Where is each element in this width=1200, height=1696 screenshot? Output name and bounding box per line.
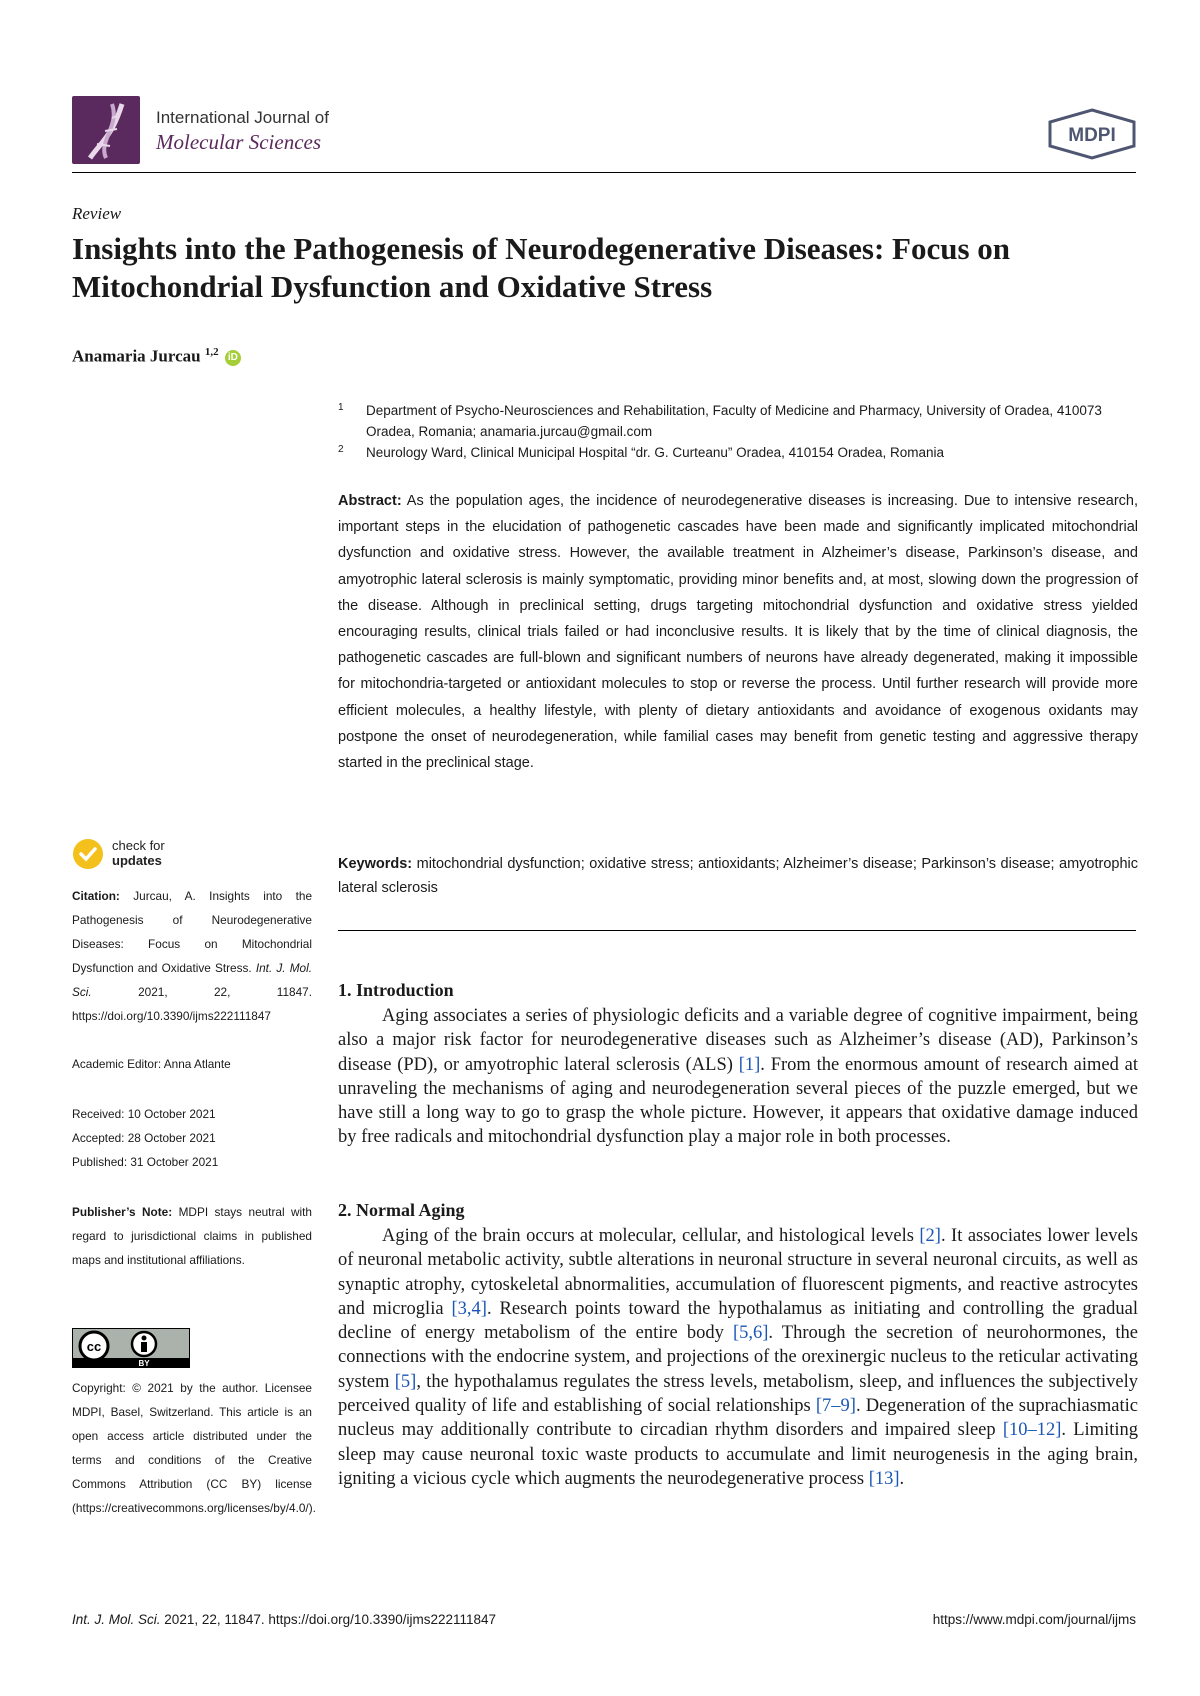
- reference-link[interactable]: [5,6]: [732, 1323, 769, 1344]
- section-heading-introduction: 1. Introduction: [338, 980, 454, 1000]
- publisher-logo: [1048, 108, 1136, 160]
- cc-by-license-badge[interactable]: [72, 1328, 190, 1368]
- citation-text: Jurcau, A. Insights into the Pathogenesis of Neurodegenerative Diseases: Focus on Mitochondrial Dysfunction and Oxidative Stress.: [72, 889, 312, 975]
- orcid-icon[interactable]: iD: [225, 350, 241, 366]
- published-date: Published: 31 October 2021: [72, 1155, 219, 1169]
- text-run: . Through the secretion of neurohormones, the connections with the endocrine system, and projections of the orexinergic nucleus to the reticular activating system: [338, 1323, 1138, 1392]
- text-run: , the hypothalamus regulates the stress levels, metabolism, sleep, and influences the subjectively perceived quality of life and establishing of social relationships: [338, 1371, 1138, 1417]
- article-type: Review: [72, 204, 122, 223]
- reference-link[interactable]: [10–12]: [1002, 1420, 1062, 1441]
- publisher-note: [72, 1200, 312, 1272]
- cc-by-label: BY: [138, 1359, 150, 1368]
- introduction-paragraph: [338, 1004, 1138, 1150]
- affiliation-1: [338, 400, 1138, 442]
- header-rule: [72, 172, 1136, 173]
- received-date: Received: 10 October 2021: [72, 1107, 216, 1121]
- journal-name-line2: Molecular Sciences: [156, 130, 322, 154]
- footer-doi[interactable]: 2021, 22, 11847. https://doi.org/10.3390/ijms222111847: [164, 1612, 497, 1627]
- keywords-label: Keywords:: [338, 856, 413, 872]
- affiliation-text: Neurology Ward, Clinical Municipal Hospital “dr. G. Curteanu” Oradea, 410154 Oradea, Romania: [366, 445, 945, 460]
- citation-label: Citation:: [72, 889, 120, 903]
- reference-link[interactable]: [1]: [738, 1054, 761, 1075]
- citation-tail[interactable]: 2021, 22, 11847. https://doi.org/10.3390/ijms222111847: [72, 985, 312, 1023]
- section-divider: [338, 930, 1136, 931]
- reference-link[interactable]: [2]: [919, 1226, 941, 1246]
- accepted-date: Accepted: 28 October 2021: [72, 1131, 216, 1145]
- journal-name-line1: International Journal of: [156, 108, 329, 127]
- author-name: Anamaria Jurcau: [72, 346, 201, 366]
- abstract-label: Abstract:: [338, 493, 402, 509]
- reference-link[interactable]: [3,4]: [451, 1298, 487, 1319]
- keywords-text: mitochondrial dysfunction; oxidative stress; antioxidants; Alzheimer’s disease; Parkinson’s disease; amyotrophic lateral sclerosis: [338, 856, 1138, 896]
- reference-link[interactable]: [7–9]: [815, 1396, 856, 1417]
- abstract-text: As the population ages, the incidence of neurodegenerative diseases is increasing. Due to intensive research, important steps in the elucidation of pathogenetic cascades have been made and significantly implicated mitochondrial dysfunction and oxidative stress. However, the available treatment in Alzheimer’s disease, Parkinson’s disease, and amyotrophic lateral sclerosis is mainly symptomatic, providing minor benefits and, at most, slowing down the progression of the disease. Although in preclinical setting, drugs targeting mitochondrial dysfunction and oxidative stress yielded encouraging results, clinical trials failed or had inconclusive results. It is likely that by the time of clinical diagnosis, the pathogenetic cascades are full-blown and significant numbers of neurons have already degenerated, making it impossible for mitochondria-targeted or antioxidant molecules to stop or reverse the process. Until further research will provide more efficient molecules, a healthy lifestyle, with plenty of dietary antioxidants and avoidance of exogenous oxidants may postpone the onset of neurodegeneration, while familial cases may benefit from genetic testing and aggressive therapy started in the preclinical stage.: [338, 493, 1138, 772]
- mdpi-logo-icon: [1048, 108, 1136, 160]
- affiliation-number: 1: [338, 402, 344, 413]
- text-run: Aging of the brain occurs at molecular, cellular, and histological levels: [382, 1226, 920, 1246]
- keywords: [338, 852, 1138, 900]
- text-run: . Research points toward the hypothalamus as initiating and controlling the gradual decline of energy metabolism of the entire body: [338, 1298, 1139, 1344]
- check-updates-line1: check for: [112, 838, 165, 853]
- affiliation-number: 2: [338, 444, 344, 455]
- copyright-notice: Copyright: © 2021 by the author. Licensee MDPI, Basel, Switzerland. This article is an open access article distributed under the terms and conditions of the Creative Commons Attribution (CC BY) license (https://creativecommons.org/licenses/by/4.0/).: [72, 1381, 316, 1515]
- academic-editor: Academic Editor: Anna Atlante: [72, 1057, 231, 1071]
- text-run: Aging associates a series of physiologic deficits and a variable degree of cognitive impairment, being also a major risk factor for neurodegenerative diseases such as Alzheimer’s disease (AD), Parkinson’s disease (PD), or amyotrophic lateral sclerosis (ALS): [338, 1006, 1138, 1075]
- author-line: [72, 346, 241, 367]
- normal-aging-paragraph: [338, 1224, 1138, 1491]
- affiliation-text: Department of Psycho-Neurosciences and Rehabilitation, Faculty of Medicine and Pharmacy, University of Oradea, 410073 Oradea, Romania; anamaria.jurcau@gmail.com: [366, 403, 1102, 439]
- svg-text:cc: cc: [86, 1339, 102, 1354]
- author-affiliation-marks: 1,2: [204, 346, 219, 358]
- creative-commons-icon: [72, 1328, 190, 1368]
- text-run: .: [899, 1468, 905, 1489]
- dna-icon: [72, 96, 140, 164]
- abstract: [338, 488, 1138, 776]
- journal-logo: [72, 96, 140, 164]
- reference-link[interactable]: [13]: [868, 1468, 900, 1489]
- check-updates-label: [112, 838, 165, 868]
- text-run: . It associates lower levels of neuronal metabolic activity, subtle alterations in neuronal structure in several neuronal circuits, as well as synaptic atrophy, cytoskeletal abnormalities, accumulation of fluorescent pigments, and reactive astrocytes and microglia: [338, 1226, 1138, 1319]
- check-updates-icon: [72, 838, 104, 870]
- footer-journal: Int. J. Mol. Sci.: [72, 1612, 161, 1627]
- citation-journal: Int. J. Mol. Sci.: [72, 961, 312, 999]
- article-dates: [72, 1102, 312, 1174]
- reference-link[interactable]: [5]: [394, 1371, 417, 1392]
- text-run: . From the enormous amount of research aimed at unraveling the mechanisms of aging and neurodegeneration several pieces of the puzzle emerged, but we have still a long way to go to grasp the whole picture. However, it appears that oxidative damage induced by free radicals and mitochondrial dysfunction play a major role in both processes.: [338, 1054, 1138, 1148]
- publisher-name: MDPI: [1068, 125, 1116, 146]
- footer-journal-url[interactable]: https://www.mdpi.com/journal/ijms: [932, 1612, 1136, 1627]
- footer-citation: [72, 1612, 496, 1627]
- publisher-note-text: MDPI stays neutral with regard to jurisdictional claims in published maps and institutional affiliations.: [72, 1205, 312, 1267]
- affiliations: [338, 400, 1138, 463]
- affiliation-2: [338, 442, 1138, 463]
- article-title: Insights into the Pathogenesis of Neurodegenerative Diseases: Focus on Mitochondrial Dysfunction and Oxidative Stress: [72, 231, 1011, 304]
- text-run: . Degeneration of the suprachiasmatic nucleus may additionally contribute to circadian rhythm disorders and impaired sleep: [338, 1396, 1138, 1441]
- journal-name: [156, 108, 329, 155]
- publisher-note-label: Publisher’s Note:: [72, 1205, 173, 1219]
- text-run: . Limiting sleep may cause neuronal toxic waste products to accumulate and limit neurogenesis in the aging brain, igniting a vicious cycle which augments the neurodegenerative process: [338, 1420, 1138, 1489]
- citation-block: [72, 884, 312, 1028]
- check-for-updates-badge[interactable]: [72, 834, 212, 874]
- section-heading-normal-aging: 2. Normal Aging: [338, 1200, 465, 1220]
- check-updates-line2: updates: [112, 853, 162, 868]
